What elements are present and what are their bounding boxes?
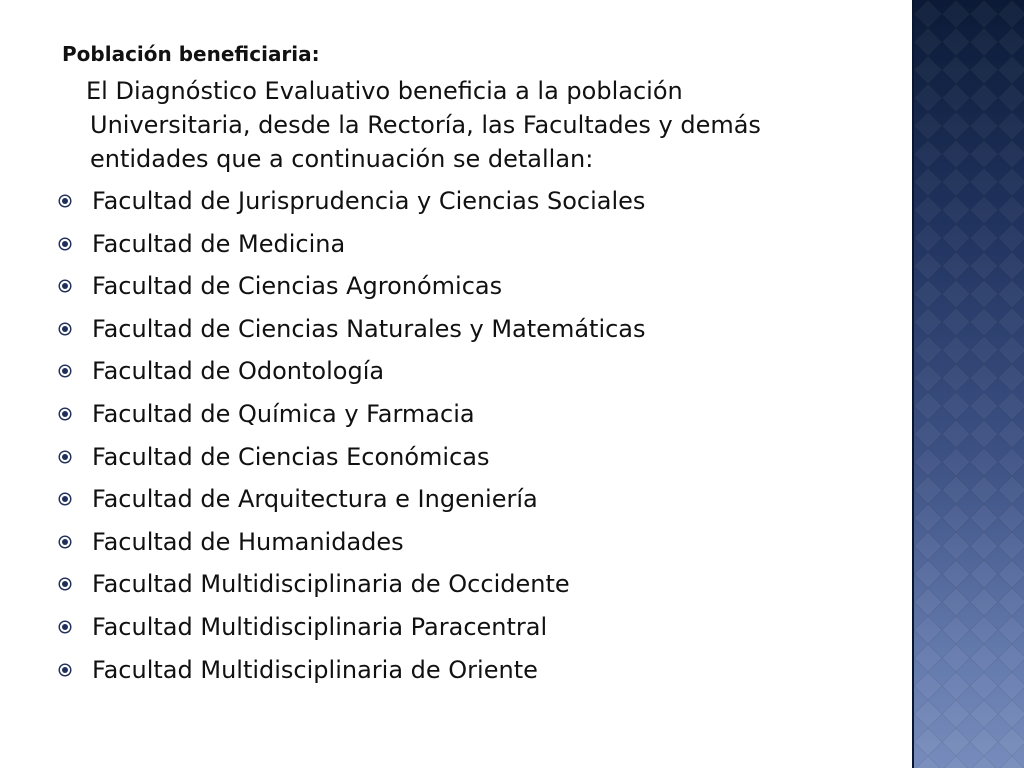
list-item <box>58 606 888 649</box>
radio-bullet-icon <box>58 620 72 634</box>
list-item <box>58 265 888 308</box>
list-item-label: Facultad Multidisciplinaria de Occidente <box>92 570 570 599</box>
list-item-label: Facultad de Química y Farmacia <box>92 399 475 428</box>
radio-bullet-icon <box>58 364 72 378</box>
slide-heading: Población beneficiaria: <box>62 42 320 66</box>
list-item-label: Facultad Multidisciplinaria de Oriente <box>92 655 538 684</box>
list-item-label: Facultad Multidisciplinaria Paracentral <box>92 612 548 641</box>
list-item <box>58 649 888 692</box>
list-item-label: Facultad de Ciencias Agronómicas <box>92 272 503 301</box>
slide-content <box>62 40 892 691</box>
decorative-side-panel <box>912 0 1024 768</box>
radio-bullet-icon <box>58 492 72 506</box>
radio-bullet-icon <box>58 577 72 591</box>
list-item-label: Facultad de Arquitectura e Ingeniería <box>92 485 538 514</box>
list-item <box>58 563 888 606</box>
radio-bullet-icon <box>58 535 72 549</box>
faculty-list <box>58 180 888 691</box>
intro-paragraph: El Diagnóstico Evaluativo beneficia a la población Universitaria, desde la Rectoría, las Facultades y demás entidades que a continuación se detallan: <box>86 77 761 173</box>
list-item-label: Facultad de Ciencias Económicas <box>92 442 490 471</box>
diamond-pattern <box>914 0 1024 768</box>
list-item-label: Facultad de Medicina <box>92 229 346 258</box>
list-item-label: Facultad de Odontología <box>92 357 385 386</box>
list-item <box>58 393 888 436</box>
radio-bullet-icon <box>58 279 72 293</box>
radio-bullet-icon <box>58 194 72 208</box>
list-item-label: Facultad de Humanidades <box>92 527 404 556</box>
list-item <box>58 308 888 351</box>
list-item <box>58 350 888 393</box>
list-item <box>58 478 888 521</box>
radio-bullet-icon <box>58 663 72 677</box>
radio-bullet-icon <box>58 407 72 421</box>
list-item <box>58 436 888 479</box>
list-item <box>58 180 888 223</box>
radio-bullet-icon <box>58 450 72 464</box>
list-item <box>58 223 888 266</box>
list-item-label: Facultad de Ciencias Naturales y Matemáticas <box>92 314 646 343</box>
list-item-label: Facultad de Jurisprudencia y Ciencias Sociales <box>92 187 646 215</box>
list-item <box>58 521 888 564</box>
radio-bullet-icon <box>58 237 72 251</box>
radio-bullet-icon <box>58 322 72 336</box>
